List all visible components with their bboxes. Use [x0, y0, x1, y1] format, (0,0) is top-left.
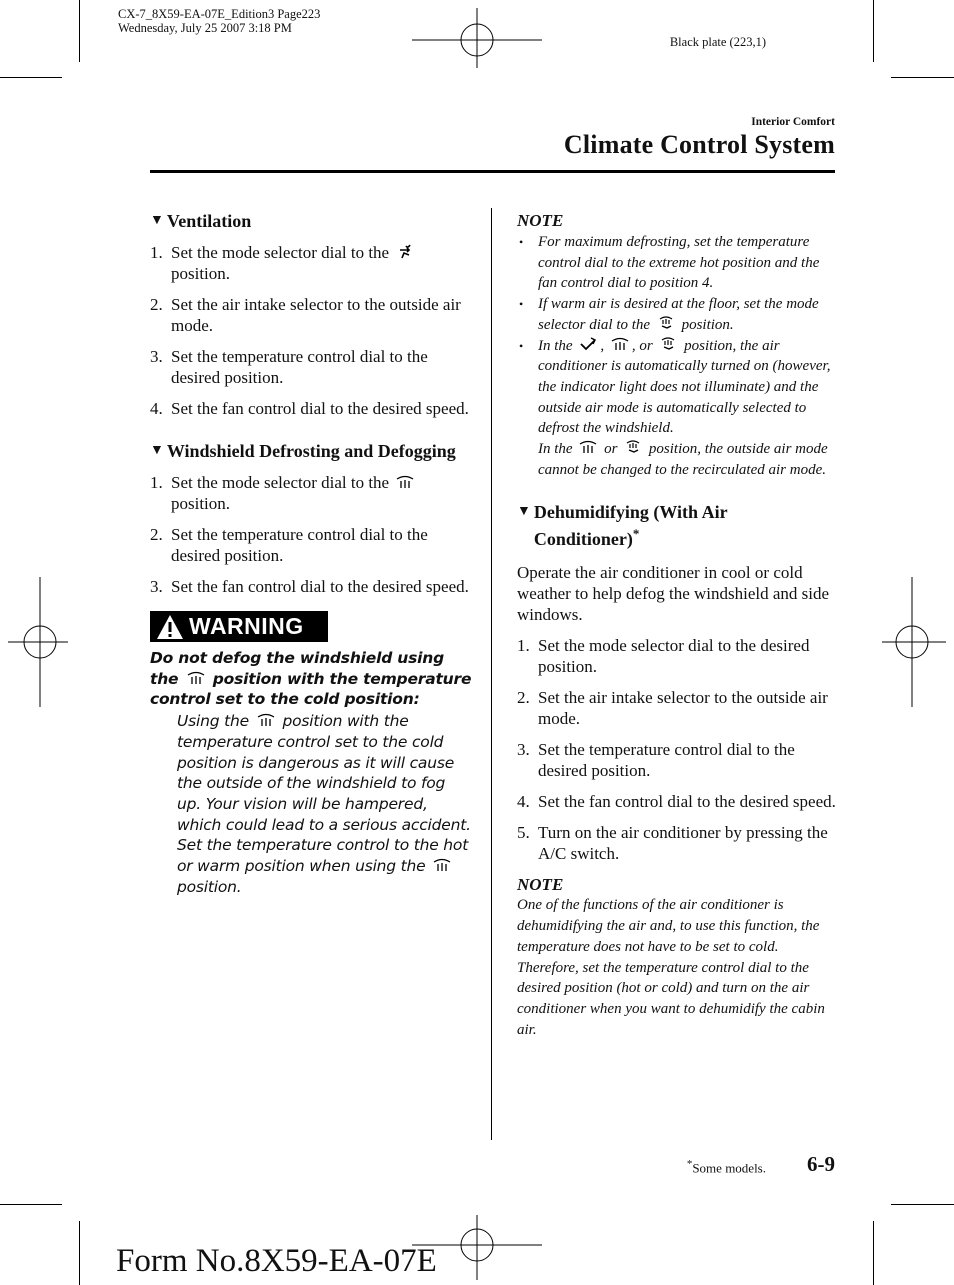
defrost-mode-icon [186, 670, 206, 686]
warning-label: WARNING [189, 613, 304, 639]
list-item: 2. Set the air intake selector to the outside air mode. [150, 295, 461, 335]
slug-line: Wednesday, July 25 2007 3:18 PM [118, 21, 292, 35]
warning-lead: Do not defog the windshield using the position with the temperature control set to the cold position: [150, 649, 472, 709]
defrost-heading: ▼ Windshield Defrosting and Defogging [150, 441, 456, 461]
title-rule [150, 170, 835, 173]
registration-target-icon [882, 577, 946, 707]
floor-defrost-mode-icon [658, 336, 678, 352]
note-text: One of the functions of the air conditioner is dehumidifying the air and, to use this function, the temperature does not have to be set to cold. Therefore, set the temperature control dial to the desired position (hot or cold) and turn on the air conditioner when you want to dehumidify the cabin air. [517, 897, 825, 1038]
dehumidify-steps [517, 635, 837, 864]
defrost-mode-icon [610, 336, 630, 352]
triangle-bullet-icon: ▼ [150, 443, 164, 458]
list-item: 3. Set the fan control dial to the desired speed. [150, 577, 469, 596]
footnote: *Some models. [686, 1158, 766, 1176]
page-title: Climate Control System [563, 130, 835, 159]
triangle-bullet-icon: ▼ [517, 504, 531, 520]
warning-body: Using the position with the temperature control set to the cold position is dangerous as it will cause the outside of the windshield to fog up. Your vision will be hampered, which could lead to a serious accident. Set the temperature control to the hot or warm position when using the position. [177, 712, 471, 896]
left-column [150, 210, 472, 897]
list-item: • If warm air is desired at the floor, set the mode selector dial to the position. [519, 296, 819, 333]
floor-defrost-mode-icon [656, 315, 676, 331]
list-item: 2. Set the air intake selector to the outside air mode. [517, 688, 828, 729]
list-item: 1. Set the mode selector dial to the desired position. [517, 636, 810, 677]
warning-banner [150, 611, 328, 642]
list-item: 1. Set the mode selector dial to the position. [150, 242, 472, 284]
list-item: • For maximum defrosting, set the temperature control dial to the extreme hot position and the fan control dial to position 4. [519, 234, 820, 292]
list-item: 5. Turn on the air conditioner by pressing the A/C switch. [517, 823, 828, 864]
print-slug [118, 7, 320, 35]
defrost-mode-icon [256, 712, 276, 728]
note-list [517, 232, 837, 480]
floor-defrost-mode-icon [623, 439, 643, 455]
floor-mode-icon [578, 336, 598, 352]
vent-mode-icon [395, 244, 415, 260]
dehumidify-heading: ▼ Dehumidifying (With Air Conditioner)* [517, 502, 728, 550]
slug-line: CX-7_8X59-EA-07E_Edition3 Page223 [118, 7, 321, 21]
registration-target-icon [8, 577, 68, 707]
note-label: NOTE [517, 875, 564, 895]
dehumidify-intro: Operate the air conditioner in cool or cold weather to help defog the windshield and side windows. [517, 563, 830, 625]
list-item: 4. Set the fan control dial to the desired speed. [150, 399, 469, 418]
list-item: 2. Set the temperature control dial to the desired position. [150, 525, 428, 565]
list-item: • In the , , or position, the air conditioner is automatically turned on (however, the indicator light does not illuminate) and the outside air mode is automatically selected to defrost the windshield. In the or position, the outside air mode cannot be changed to the recirculated air mode. [519, 337, 831, 478]
defrost-mode-icon [578, 439, 598, 455]
registration-target-icon [412, 8, 542, 68]
plate-label: Black plate (223,1) [669, 35, 766, 49]
triangle-bullet-icon: ▼ [150, 213, 164, 228]
list-item: 1. Set the mode selector dial to the position. [150, 472, 472, 514]
footnote-asterisk: * [686, 1158, 693, 1170]
column-divider [491, 208, 492, 1140]
right-column [517, 210, 837, 1040]
list-item: 3. Set the temperature control dial to the desired position. [517, 740, 795, 781]
ventilation-heading: ▼ Ventilation [150, 211, 252, 231]
defrost-mode-icon [432, 857, 452, 873]
warning-triangle-icon [155, 613, 185, 641]
ventilation-steps [150, 242, 472, 419]
defrost-steps [150, 472, 472, 597]
section-label: Interior Comfort [751, 116, 835, 128]
form-number: Form No.8X59-EA-07E [116, 1243, 437, 1279]
footnote-asterisk: * [632, 526, 640, 542]
defrost-mode-icon [395, 474, 415, 490]
list-item: 3. Set the temperature control dial to the desired position. [150, 347, 428, 387]
list-item: 4. Set the fan control dial to the desired speed. [517, 792, 836, 812]
page-number: 6-9 [807, 1152, 835, 1176]
note-label: NOTE [517, 211, 564, 230]
